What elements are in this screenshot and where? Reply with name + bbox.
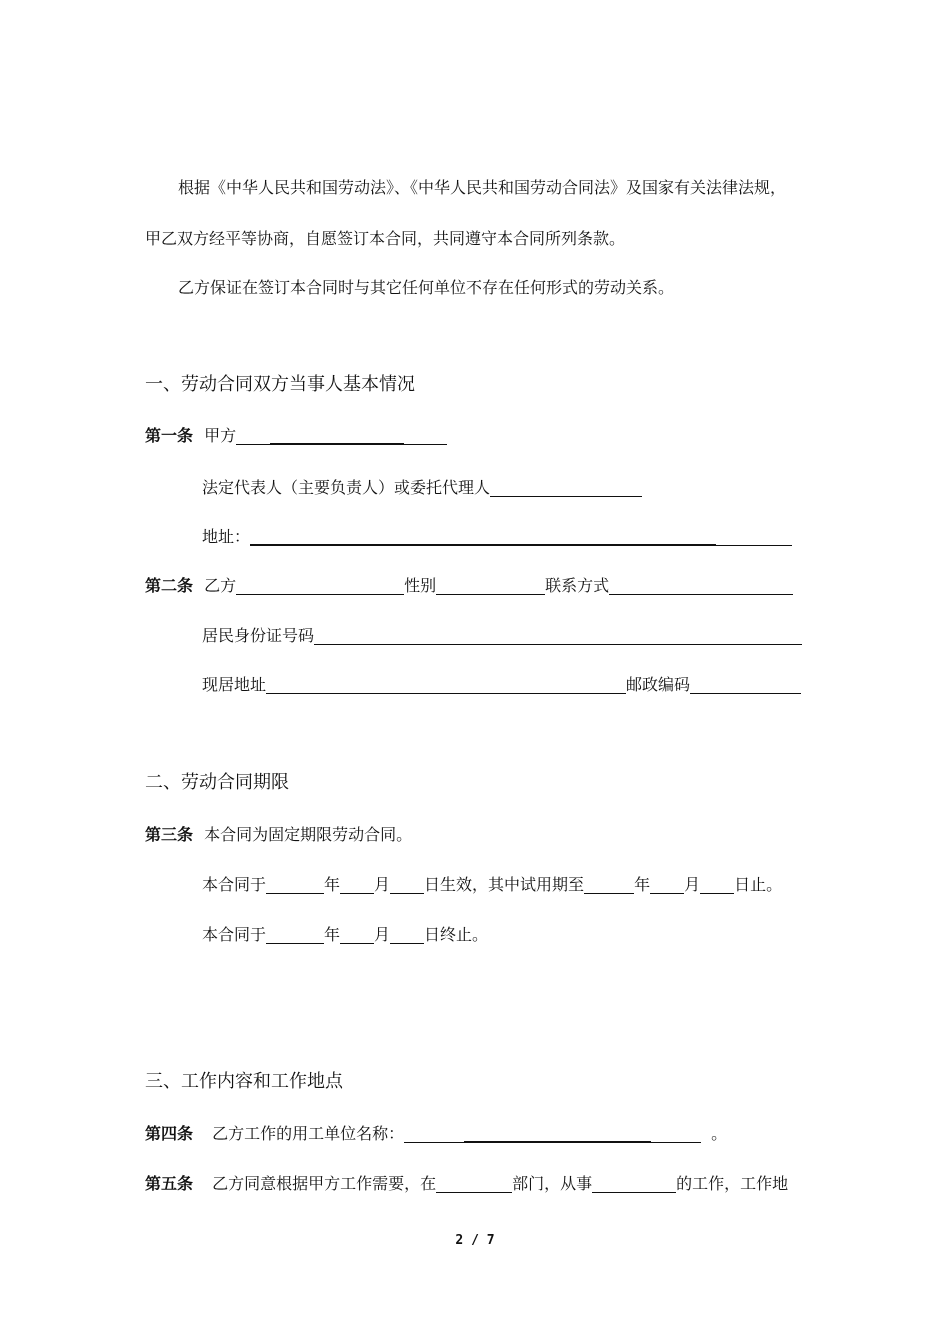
article-5-line xyxy=(145,1173,788,1195)
address-a-label: 地址： xyxy=(202,527,251,546)
article-1-label: 第一条 xyxy=(145,426,194,445)
article-2-addr-line xyxy=(202,674,801,696)
article-4-label: 第四条 xyxy=(145,1124,194,1143)
employer-name-blank[interactable] xyxy=(404,1126,701,1143)
term-end-line xyxy=(202,924,488,946)
contract-from-label: 本合同于 xyxy=(202,875,267,894)
intro-line-2: 甲乙双方经平等协商，自愿签订本合同，共同遵守本合同所列条款。 xyxy=(145,229,626,248)
current-address-label: 现居地址 xyxy=(202,675,267,694)
end-day-blank[interactable] xyxy=(390,927,424,944)
article-5-text-c: 的工作，工作地 xyxy=(676,1174,789,1193)
party-a-label: 甲方 xyxy=(204,426,237,445)
section-1-title: 一、劳动合同双方当事人基本情况 xyxy=(145,374,415,395)
intro-line-1: 根据《中华人民共和国劳动法》、《中华人民共和国劳动合同法》及国家有关法律法规， xyxy=(178,178,787,197)
article-4-line xyxy=(145,1123,727,1145)
start-month-blank[interactable] xyxy=(340,877,374,894)
start-day-blank[interactable] xyxy=(390,877,424,894)
page-total: 7 xyxy=(486,1233,495,1248)
start-year-blank[interactable] xyxy=(266,877,324,894)
article-1-line xyxy=(145,425,447,447)
article-3-text: 本合同为固定期限劳动合同。 xyxy=(204,825,413,844)
article-5-text-a: 乙方同意根据甲方工作需要，在 xyxy=(212,1174,437,1193)
postcode-label: 邮政编码 xyxy=(626,675,691,694)
representative-blank[interactable] xyxy=(490,480,642,497)
article-4-end: 。 xyxy=(711,1124,728,1143)
section-3-title: 三、工作内容和工作地点 xyxy=(145,1071,343,1092)
page-sep: / xyxy=(471,1233,479,1248)
page-number xyxy=(0,1233,950,1248)
article-5-text-b: 部门，从事 xyxy=(512,1174,593,1193)
effective-label: 日生效，其中试用期至 xyxy=(424,875,585,894)
probation-end-label: 日止。 xyxy=(734,875,783,894)
page-current: 2 xyxy=(455,1233,464,1248)
article-1-addr-line xyxy=(202,526,792,548)
contact-label: 联系方式 xyxy=(545,576,610,595)
postcode-blank[interactable] xyxy=(690,677,801,694)
article-3-label: 第三条 xyxy=(145,825,194,844)
year-label: 年 xyxy=(324,875,341,894)
end-year-blank[interactable] xyxy=(266,927,324,944)
article-2-id-line xyxy=(202,625,802,647)
end-month-blank[interactable] xyxy=(340,927,374,944)
party-b-blank[interactable] xyxy=(236,578,404,595)
party-a-blank[interactable] xyxy=(236,428,447,445)
month-label: 月 xyxy=(374,875,391,894)
contact-blank[interactable] xyxy=(609,578,793,595)
contract-from-label: 本合同于 xyxy=(202,925,267,944)
article-3-line xyxy=(145,824,412,846)
section-2-title: 二、劳动合同期限 xyxy=(145,772,289,793)
gender-blank[interactable] xyxy=(436,578,545,595)
terminate-label: 日终止。 xyxy=(424,925,489,944)
month-label: 月 xyxy=(374,925,391,944)
id-number-blank[interactable] xyxy=(314,628,802,645)
gender-label: 性别 xyxy=(404,576,437,595)
intro-line-3: 乙方保证在签订本合同时与其它任何单位不存在任何形式的劳动关系。 xyxy=(178,278,675,297)
party-b-label: 乙方 xyxy=(204,576,237,595)
article-2-line xyxy=(145,575,793,597)
address-a-blank[interactable] xyxy=(250,529,792,546)
probation-month-blank[interactable] xyxy=(650,877,684,894)
article-4-text: 乙方工作的用工单位名称： xyxy=(212,1124,405,1143)
job-blank[interactable] xyxy=(592,1176,676,1193)
probation-day-blank[interactable] xyxy=(700,877,734,894)
id-number-label: 居民身份证号码 xyxy=(202,626,315,645)
term-start-line xyxy=(202,874,782,896)
current-address-blank[interactable] xyxy=(266,677,626,694)
month-label: 月 xyxy=(684,875,701,894)
article-5-label: 第五条 xyxy=(145,1174,194,1193)
department-blank[interactable] xyxy=(436,1176,512,1193)
representative-label: 法定代表人（主要负责人）或委托代理人 xyxy=(202,478,491,497)
year-label: 年 xyxy=(634,875,651,894)
year-label: 年 xyxy=(324,925,341,944)
article-2-label: 第二条 xyxy=(145,576,194,595)
article-1-rep-line xyxy=(202,477,642,499)
probation-year-blank[interactable] xyxy=(584,877,634,894)
